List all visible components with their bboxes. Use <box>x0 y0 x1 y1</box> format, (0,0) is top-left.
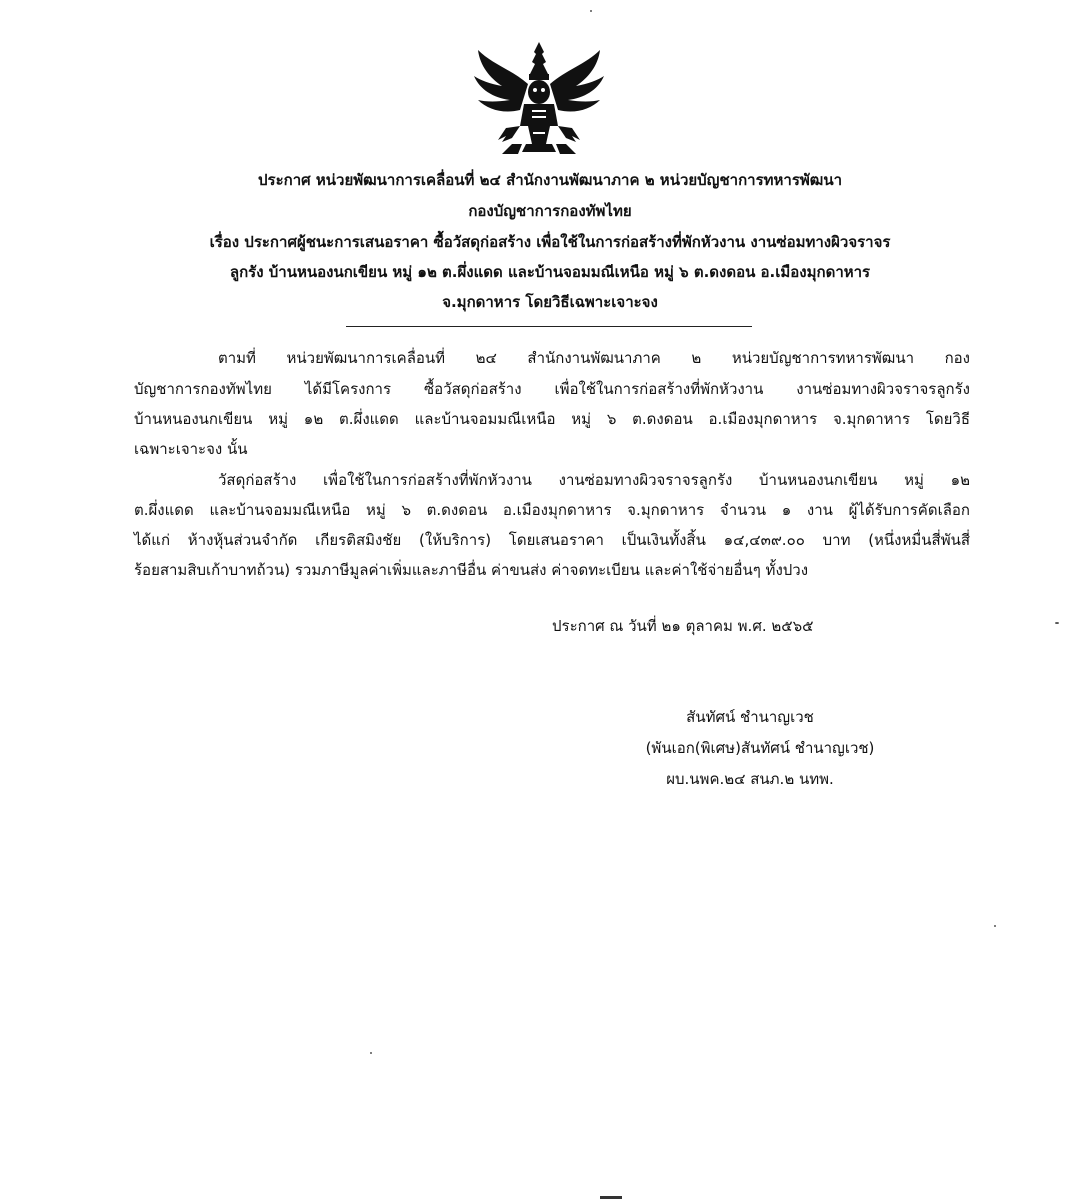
scan-speck <box>590 10 592 12</box>
header-line-1: ประกาศ หน่วยพัฒนาการเคลื่อนที่ ๒๔ สำนักงานพัฒนาภาค ๒ หน่วยบัญชาการทหารพัฒนา <box>258 171 842 189</box>
header-line-2: กองบัญชาการกองทัพไทย <box>468 202 632 220</box>
scan-mark <box>600 1196 622 1199</box>
paragraph1-line-1: ตามที่ หน่วยพัฒนาการเคลื่อนที่ ๒๔ สำนักงานพัฒนาภาค ๒ หน่วยบัญชาการทหารพัฒนา กอง <box>218 349 970 367</box>
subject-line-3: จ.มุกดาหาร โดยวิธีเฉพาะเจาะจง <box>442 293 658 311</box>
paragraph1-line-2: บัญชาการกองทัพไทย ได้มีโครงการ ซื้อวัสดุก่อสร้าง เพื่อใช้ในการก่อสร้างที่พักหัวงาน งานซ่อมทางผิวจราจรลูกรัง <box>134 380 970 398</box>
paragraph1-line-4: เฉพาะเจาะจง นั้น <box>134 440 248 458</box>
scan-speck <box>1055 622 1059 624</box>
paragraph2-line-3: ได้แก่ ห้างหุ้นส่วนจำกัด เกียรติสมิงชัย (ให้บริการ) โดยเสนอราคา เป็นเงินทั้งสิ้น ๑๔,๔๓๙.๐๐ บาท (หนึ่งหมื่นสี่พันสี่ <box>134 531 970 549</box>
scan-speck <box>994 925 996 927</box>
header-divider <box>346 326 752 327</box>
paragraph1-line-3: บ้านหนองนกเขียน หมู่ ๑๒ ต.ผึ่งแดด และบ้านจอมมณีเหนือ หมู่ ๖ ต.ดงดอน อ.เมืองมุกดาหาร จ.มุกดาหาร โดยวิธี <box>134 410 970 428</box>
signature-name: สันทัศน์ ชำนาญเวช <box>686 708 814 726</box>
paragraph2-line-1: วัสดุก่อสร้าง เพื่อใช้ในการก่อสร้างที่พักหัวงาน งานซ่อมทางผิวจราจรลูกรัง บ้านหนองนกเขียน หมู่ ๑๒ <box>218 471 970 489</box>
scan-speck <box>370 1052 372 1054</box>
signature-full-name: (พันเอก(พิเศษ)สันทัศน์ ชำนาญเวช) <box>645 739 875 757</box>
signature-position: ผบ.นพค.๒๔ สนภ.๒ นทพ. <box>666 770 834 788</box>
subject-line-2: ลูกรัง บ้านหนองนกเขียน หมู่ ๑๒ ต.ผึ่งแดด และบ้านจอมมณีเหนือ หมู่ ๖ ต.ดงดอน อ.เมืองมุกดาหาร <box>229 263 871 281</box>
garuda-emblem-icon <box>472 40 606 160</box>
paragraph2-line-2: ต.ผึ่งแดด และบ้านจอมมณีเหนือ หมู่ ๖ ต.ดงดอน อ.เมืองมุกดาหาร จ.มุกดาหาร จำนวน ๑ งาน ผู้ได้รับการคัดเลือก <box>134 501 970 519</box>
paragraph2-line-4: ร้อยสามสิบเก้าบาทถ้วน) รวมภาษีมูลค่าเพิ่มและภาษีอื่น ค่าขนส่ง ค่าจดทะเบียน และค่าใช้จ่ายอื่นๆ ทั้งปวง <box>134 561 809 579</box>
subject-line-1: เรื่อง ประกาศผู้ชนะการเสนอราคา ซื้อวัสดุก่อสร้าง เพื่อใช้ในการก่อสร้างที่พักหัวงาน งานซ่อมทางผิวจราจร <box>209 233 891 251</box>
announce-date: ประกาศ ณ วันที่ ๒๑ ตุลาคม พ.ศ. ๒๕๖๕ <box>552 617 814 635</box>
